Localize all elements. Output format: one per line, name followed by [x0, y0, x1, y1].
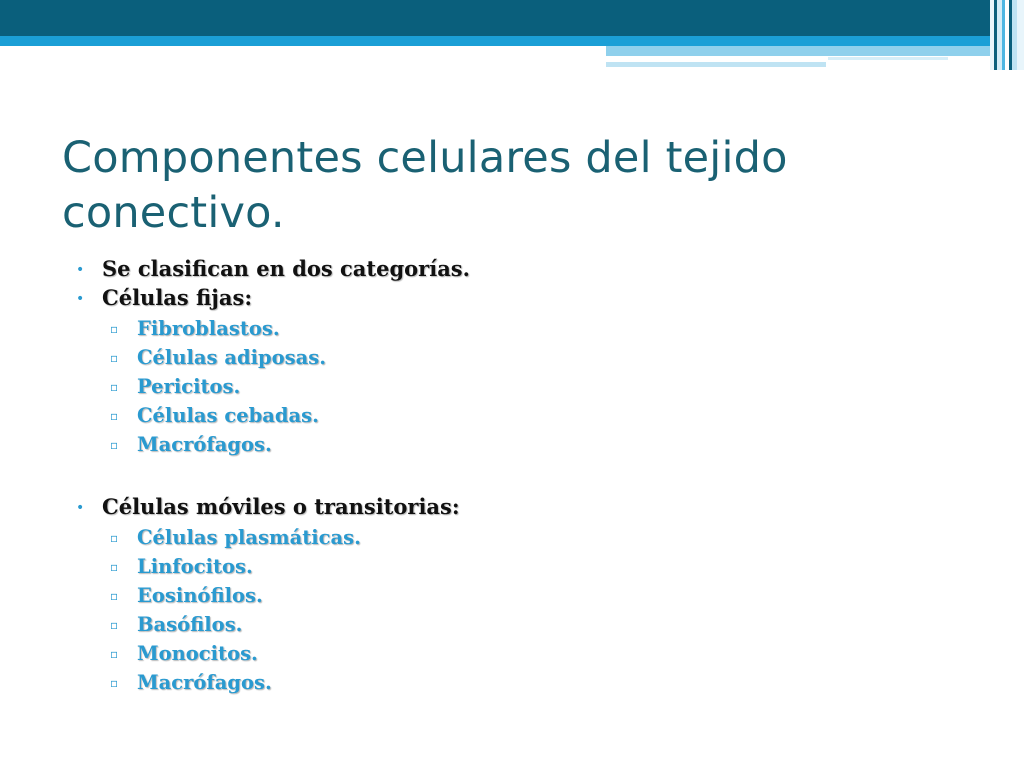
sub-bullet-marker: ▫: [110, 322, 119, 336]
sub-bullet-marker: ▫: [110, 676, 119, 690]
sub-bullet-item: Células adiposas.: [137, 346, 327, 369]
sub-bullet-marker: ▫: [110, 351, 119, 365]
sub-bullet-item: Pericitos.: [137, 375, 241, 398]
bullet-item: Células fijas:: [102, 285, 253, 310]
sub-bullet-item: Monocitos.: [137, 642, 258, 665]
bullet-item: Se clasifican en dos categorías.: [102, 256, 470, 281]
sub-bullet-marker: ▫: [110, 531, 119, 545]
bullet-marker: •: [76, 262, 85, 278]
sub-bullet-marker: ▫: [110, 560, 119, 574]
sub-bullet-marker: ▫: [110, 409, 119, 423]
sub-bullet-item: Células plasmáticas.: [137, 526, 361, 549]
sub-bullet-item: Fibroblastos.: [137, 317, 280, 340]
sub-bullet-item: Células cebadas.: [137, 404, 319, 427]
sub-bullet-marker: ▫: [110, 438, 119, 452]
sub-bullet-item: Macrófagos.: [137, 433, 272, 456]
sub-bullet-marker: ▫: [110, 589, 119, 603]
sub-bullet-marker: ▫: [110, 618, 119, 632]
sub-bullet-marker: ▫: [110, 380, 119, 394]
slide-title: Componentes celulares del tejido conectivo.: [62, 133, 788, 238]
sub-bullet-item: Basófilos.: [137, 613, 243, 636]
bullet-marker: •: [76, 500, 85, 516]
bullet-item: Células móviles o transitorias:: [102, 494, 460, 519]
sub-bullet-item: Macrófagos.: [137, 671, 272, 694]
sub-bullet-item: Eosinófilos.: [137, 584, 263, 607]
sub-bullet-item: Linfocitos.: [137, 555, 253, 578]
bullet-marker: •: [76, 291, 85, 307]
sub-bullet-marker: ▫: [110, 647, 119, 661]
